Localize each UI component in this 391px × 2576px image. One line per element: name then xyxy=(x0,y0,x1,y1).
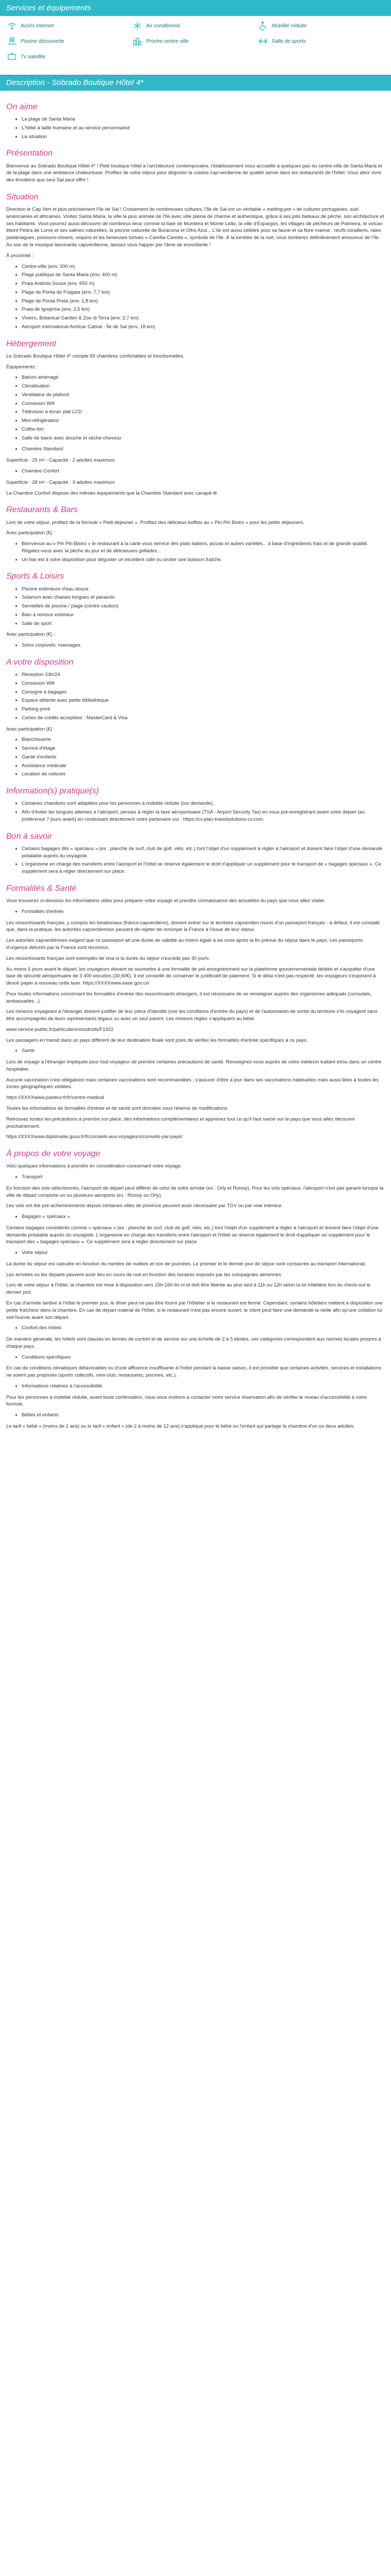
description-content xyxy=(0,91,391,1444)
paragraph: La durée du séjour est calculée en fonction du nombre de nuitées et non de journées. Le premier et le dernier jour de séjour sont consacrés au transport international. xyxy=(6,1261,366,1267)
paragraph: Toutes les informations de formalités d'entrée et de santé sont données sous réserve de modifications. xyxy=(6,1106,229,1112)
restaurants-heading: Restaurants & Bars xyxy=(6,505,78,515)
amenity-label: Proche centre ville xyxy=(146,38,189,44)
list-item: • Ventilateur de plafond xyxy=(22,392,385,399)
propos-p2 xyxy=(6,1225,385,1246)
list-item: • Plage de Ponta Preta (env. 1,8 km) xyxy=(22,298,385,305)
sports-list xyxy=(6,586,385,628)
list-item: • Connexion Wifi xyxy=(22,400,385,408)
paragraph: Lors de votre séjour à l'hôtel, la chambre est mise à disposition vers 15h-16h-Ils-ni et doit être libérée au plus tard à 11h ou 12h selon la loi hôtelière lors du check-out le dernier jour. xyxy=(6,1282,371,1296)
formalites-list2 xyxy=(6,1047,385,1055)
situation-heading: Situation xyxy=(6,192,39,201)
list-item: • La plage de Santa Maria xyxy=(22,116,385,123)
sports-paid-title: Avec participation (€) : xyxy=(6,632,55,638)
sports-paid-list xyxy=(6,642,385,649)
list-item: • Chambre Standard xyxy=(22,446,385,453)
amenity-item xyxy=(258,37,384,46)
list-item: • Informations relatives à l'accessibilité xyxy=(22,1383,385,1390)
paragraph: Au moins 5 jours avant le départ, les voyageurs doivent se soumettre à une formalité de pré-enregistrement sur la plateforme gouvernementale dédiée et s'acquitter d'une taxe de sécurité aéroportuaire de 3 400 escudos (30,60€). Il est conseillé de conserver le justificatif de paiement. Si le délai n'est pas respecté, les voyageurs s'exposent à devoir payer à nouveau cette taxe. https://XXXXwww.ease.gov.cv/ xyxy=(6,966,376,987)
list-item: • Confort des hôtels xyxy=(22,1325,385,1332)
room1-list xyxy=(6,446,385,453)
list-item: • La situation xyxy=(22,133,385,141)
paragraph: En cas de conditions climatiques défavorables ou d'une affluence insuffisante à l'hôtel pendant la basse saison, il est possible que certaines activités, services et installations ne soient pas proposés (sports collectifs, mini-club, restaurants, piscines, etc.). xyxy=(6,1365,382,1379)
wheelchair-icon xyxy=(258,21,268,30)
propos-list4 xyxy=(6,1325,385,1332)
paragraph: De manière générale, les hôtels sont classés en termes de confort et de service sur une échelle de 2 à 5 étoiles, ces catégories correspondent aux normes locales propres à chaque pays. xyxy=(6,1336,381,1349)
list-item: • Consigne à bagages xyxy=(22,689,385,696)
disposition-paid-title: Avec participation (€) : xyxy=(6,726,55,732)
disposition-heading: A votre disposition xyxy=(6,657,74,667)
list-item: • Aéroport international Amílcar Cabral - Île de Sal (env. 18 km) xyxy=(22,324,385,331)
hebergement-intro: Le Sobrado Boutique Hôtel 4* compte 55 chambres confortables et fonctionnelles. xyxy=(6,353,185,359)
propos-list7 xyxy=(6,1412,385,1419)
list-item: • Parking privé xyxy=(22,706,385,713)
propos-intro: Voici quelques informations à prendre en considération concernant votre voyage. xyxy=(6,1163,182,1170)
room1-details: Superficie : 25 m² - Capacité : 2 adultes maximum xyxy=(6,457,115,464)
restaurants-paid-title: Avec participation (€) : xyxy=(6,530,55,536)
list-item: • Cartes de crédits acceptées : MasterCard & Visa xyxy=(22,715,385,722)
room2-details: Superficie : 28 m² - Capacité : 3 adultes maximum xyxy=(6,479,115,485)
dumbbell-icon xyxy=(258,37,268,46)
propos-p6 xyxy=(6,1394,385,1409)
sports-heading: Sports & Loisirs xyxy=(6,572,64,581)
wifi-icon xyxy=(7,21,17,30)
list-item: • Réception 24h/24 xyxy=(22,671,385,679)
formalites-paragraphs2 xyxy=(6,1059,385,1141)
list-item: • Bébés et enfants xyxy=(22,1412,385,1419)
paragraph: Pour les personnes à mobilité réduite, avant toute confirmation, nous vous invitons à contacter notre service réservation afin de vérifier le niveau d'accessibilité à votre formule. xyxy=(6,1394,367,1408)
amenity-item xyxy=(133,37,258,46)
amenity-label: Salle de sports xyxy=(271,38,306,44)
paragraph: Les mineurs voyageant à l'étranger doivent justifier de leur pièce d'identité (voir les conditions d'entrée du pays) et de l'autorisation de sortie du territoire s'ils voyagent sans être accompagnés de leurs représentants légaux ou avec un seul parent. Les mineurs règles s'appliquent au bébé. xyxy=(6,1009,378,1022)
amenities-grid xyxy=(0,16,391,63)
list-item: • Espace détente avec petite bibliothèque xyxy=(22,697,385,704)
list-item: • Centre-ville (env. 200 m) xyxy=(22,263,385,270)
formalites-heading: Formalités & Santé xyxy=(6,884,77,893)
list-item: • Connexion Wifi xyxy=(22,680,385,687)
paragraph: En fonction des vols sélectionnés, l'aéroport de départ peut différer de celui de votre arrivée (ex : Orly et Roissy). Pour les vols spéciaux, l'aéroport n'est pas garanti lorsque la ville de départ comporte un ou plusieurs aéroports (ex : Roissy ou Orly). xyxy=(6,1185,384,1198)
list-item: • Service d'étage xyxy=(22,745,385,752)
list-item: • L'organisme en charge des transferts entre l'aéroport et l'hôtel se réserve également le droit d'appliquer un supplément pour le transport de « bagages spéciaux ». Ce supplément sera à régler directement sur place. xyxy=(22,861,385,875)
list-item: • Coffre-fort xyxy=(22,426,385,433)
list-item: • Climatisation xyxy=(22,383,385,390)
amenity-label: Air conditionné xyxy=(146,23,181,29)
amenity-item xyxy=(7,21,133,30)
nearby-list xyxy=(6,263,385,331)
amenity-label: Piscine découverte xyxy=(21,38,64,44)
description-title-bar: Description - Sobrado Boutique Hôtel 4* xyxy=(0,75,391,91)
onaime-list xyxy=(6,116,385,140)
list-item: • Soins corporels, massages xyxy=(22,642,385,649)
list-item: • Garde d'enfants xyxy=(22,754,385,761)
list-item: • Bagages « spéciaux » xyxy=(22,1213,385,1221)
tv-icon xyxy=(7,52,17,61)
situation-text: Direction le Cap Vert et plus précisément l'île de Sal ! Croisement de nombreuses cultures, l'île de Sal est un véritable « melting-pot » de cultures portugaises, sud-américaines et africaines. Visitez Santa Maria, la ville la plus animée de l'île avec ville pleine de charme et authentique, grâce à ses jolis bateaux de pêche, son architecture et ses habitants. Vous pourrez aussi découvrir de nombreux lieux comme la baie de Murdeira et Monte Leão, la ville d'Espargos, les villages de pêcheurs de Palmeira, le volcan éteint Pedra de Lume et ses salines naturelles, la piscine naturelle de Buracona et Olho Azul... L'île est aussi célèbre pour sa faune et sa flore marine : récifs coralliens, raies pastenagues, poissons-clowns, requins et les fameuses tortues « Caretta-Caretta », symbole de l'île. À la tombée de la nuit, vous tomberez définitivement amoureux de l'île. Au son de la musique lancinante capverdienne, laissez-vous happer par l'âme de envoûtante ! xyxy=(6,207,384,248)
list-item: • Santé xyxy=(22,1047,385,1055)
formalites-list1 xyxy=(6,908,385,916)
list-item: • Salle de sport xyxy=(22,620,385,628)
room2-list xyxy=(6,468,385,475)
list-item: • Assistance médicale xyxy=(22,762,385,770)
propos-list1 xyxy=(6,1174,385,1181)
informations-heading: Information(s) pratique(s) xyxy=(6,787,99,796)
propos-list3 xyxy=(6,1249,385,1257)
paragraph: Pour toutes informations concernant les formalités d'entrée des ressortissants étrangers, il est nécessaire de se renseigner auprès des organismes adéquats (consulats, ambassades...). xyxy=(6,991,372,1004)
paragraph: En cas d'arrivée tardive à l'hôtel le premier jour, le dîner peut ne pas être fourni par l'hôtelier si le restaurant est fermé. Cependant, certains hôteliers mettent à disposition une petite fraîcheur dans la chambre. En cas de départ matinal de l'hôtel, si le restaurant n'est pas encore ouvert, le client peut faire une demande la veille afin qu'une collation lui soit fournie avant son départ. xyxy=(6,1300,383,1320)
amenity-label: Accès Internet xyxy=(21,23,54,29)
formalites-paragraphs xyxy=(6,920,385,1044)
amenity-item xyxy=(7,52,133,61)
list-item: • Afin d'éviter les longues attentes à l'aéroport, pensez à régler la taxe aéroportuaire (TSA - Airport Security Tax) en vous pré-enregistrant avant votre départ (au préférence 7 jours avant) en conduisant directement notre partenaire sur : https://cv.plan-travelsolutions-cv.com. xyxy=(22,809,385,823)
list-item: • Formalités d'entrée xyxy=(22,908,385,916)
paragraph: Retrouvez toutes les précautions à prendre sur place, des informations complémentaires et apprenez tout ce qu'il faut savoir sur le pays que vous allez découvrir prochainement. xyxy=(6,1116,355,1129)
amenity-item xyxy=(258,21,384,30)
formalites-intro: Vous trouverez ci-dessous les informations utiles pour préparer votre voyage et prendre connaissance des actualités du pays que vous allez visiter. xyxy=(6,898,325,904)
bonsavoir-heading: Bon à savoir xyxy=(6,832,52,841)
list-item: • Certaines chambres sont adaptées pour les personnes à mobilité réduite (sur demande). xyxy=(22,800,385,807)
amenity-item xyxy=(133,21,258,30)
amenity-label: Tv satellite xyxy=(21,54,45,60)
list-item: • Plage publique de Santa Maria (env. 400 m) xyxy=(22,272,385,279)
list-item: • Télévision à écran plat LCD xyxy=(22,409,385,416)
list-item: • Chambre Confort xyxy=(22,468,385,475)
list-item: • Praia de Igrejinha (env. 2,5 km) xyxy=(22,306,385,313)
paragraph: Les ressortissants français sont exemptés de visa si la durée du séjour n'excède pas 30 jours. xyxy=(6,955,210,961)
amenity-item xyxy=(7,37,133,46)
list-item: • Balcon aménagé xyxy=(22,374,385,381)
paragraph: https://XXXXwww.diplomatie.gouv.fr/fr/conseils-aux-voyageurs/conseils-par-pays/ xyxy=(6,1134,183,1140)
pool-icon xyxy=(7,37,17,46)
restaurants-list xyxy=(6,540,385,563)
list-item: • Praia António Sousa (env. 650 m) xyxy=(22,280,385,287)
city-icon xyxy=(133,37,142,46)
hebergement-heading: Hébergement xyxy=(6,339,56,348)
list-item: • Location de voitures xyxy=(22,771,385,778)
propos-list2 xyxy=(6,1213,385,1221)
propos-heading: À propos de votre voyage xyxy=(6,1149,101,1159)
propos-p1 xyxy=(6,1185,385,1210)
list-item: • Plage de Ponta do Fragata (env. 7,7 km) xyxy=(22,289,385,296)
propos-p3 xyxy=(6,1261,385,1321)
paragraph: Les arrivées ou les départs peuvent avoir lieu en cours de nuit en fonction des horaires imposés par les compagnies aériennes. xyxy=(6,1272,283,1278)
paragraph: Les autorités capverdiennes exigent que ce passeport ait une durée de validité au moins égale à six mois après la fin prévue du séjour dans le pays. Les passeports d'urgence délivrés par la France sont reconnus. xyxy=(6,938,363,951)
paragraph: www.service-public.fr/particuliers/vosdroits/F1922 xyxy=(6,1026,114,1032)
propos-p7 xyxy=(6,1423,385,1430)
list-item: • Votre séjour xyxy=(22,1249,385,1257)
list-item: • Certains bagages dits « spéciaux » (ex : planche de surf, club de golf, vélo, etc.) font l'objet d'un supplément à régler à l'aéroport et doivent faire l'objet d'une demande préalable auprès du voyagiste. xyxy=(22,845,385,860)
propos-list5 xyxy=(6,1354,385,1361)
propos-list6 xyxy=(6,1383,385,1390)
presentation-text: Bienvenue au Sobrado Boutique Hôtel 4* ! Petit boutique hôtel à l'architecture contemporaine, l'établissement vous accueille à quelques pas du centre-ville de Santa Maria et de la plage dans une ambiance chaleureuse. Profitez de votre séjour pour déguster la cuisine cap-verdienne de qualité servie dans les restaurants de l'hôtel. Vous allez vivre des émotions que seul Sal peut offrir ! xyxy=(6,163,382,183)
list-item: • Viveiro, Botanical Garden & Zoo di Terra (env. 2,7 km) xyxy=(22,315,385,322)
equip-list xyxy=(6,374,385,442)
presentation-heading: Présentation xyxy=(6,149,53,158)
paragraph: Les vols ont été pré-acheminements depuis certaines villes de province peuvent avoir nécessaire par TGV ou par voie intérieur. xyxy=(6,1203,283,1209)
list-item: • Un bar est à votre disposition pour déguster un excellent café ou siroter une boisson fraîche. xyxy=(22,556,385,564)
amenity-label: Mobilité réduite xyxy=(271,23,307,29)
list-item: • Transport xyxy=(22,1174,385,1181)
paragraph: Le tarif « bébé » (moins de 2 ans) ou le tarif « enfant » (de 2 à moins de 12 ans) s'applique pour le bébé ou l'enfant qui partage la chambre d'un ou deux adultes. xyxy=(6,1423,355,1429)
list-item: • Mini-réfrigérateur xyxy=(22,417,385,425)
list-item: • Bienvenue au « Piri Piri Bistro » le restaurant à la carte vous service des plats italiens, pizzas et autres variétés... à base d'ingrédients frais et de grande qualité. Régalez-vous avec la pêche du jour et de délicieuses grillades... xyxy=(22,540,385,555)
paragraph: Certains bagages considérés comme « spéciaux » (ex : planche de surf, club de golf, vélo, etc.) font l'objet d'un supplément à régler à l'aéroport et doivent faire l'objet d'une demande préalable auprès du voyagiste. L'organisme en charge des transferts entre l'aéroport et l'hôtel se réserve également le droit d'appliquer un supplément pour le transport des « bagages spéciaux ». Ce supplément sera à régler directement sur place. xyxy=(6,1225,379,1245)
list-item: • Serviettes de piscine / plage (contre caution) xyxy=(22,603,385,610)
list-item: • Bain à remous extérieur xyxy=(22,612,385,619)
propos-p4 xyxy=(6,1336,385,1350)
onaime-heading: On aime xyxy=(6,103,38,111)
disposition-paid-list xyxy=(6,736,385,778)
list-item: • Conditions spécifiques xyxy=(22,1354,385,1361)
snowflake-icon xyxy=(133,21,142,30)
list-item: • Blanchisserie xyxy=(22,736,385,743)
nearby-title: À proximité : xyxy=(6,252,34,259)
propos-p5 xyxy=(6,1365,385,1379)
restaurants-intro: Lors de votre séjour, profitez de la formule « Petit déjeuner ». Profitez des délicieux buffets au « Piri Piri Bistro » pour les petits déjeuners. xyxy=(6,519,305,526)
disposition-list xyxy=(6,671,385,722)
list-item: • L'hôtel à taille humaine et au service personnalisé xyxy=(22,125,385,132)
informations-list xyxy=(6,800,385,823)
paragraph: Lors de voyage à l'étranger impliquée pour tout voyageur de prendre certaines précautions de santé. Renseignez-vous auprès de votre médecin traitant et/ou dans un centre hospitalier. xyxy=(6,1059,382,1072)
paragraph: Aucune vaccination n'est obligatoire mais certaines vaccinations sont recommandées ; s'assurer d'être à jour dans ses vaccinations habituelles mais aussi liées à toutes les zones géographiques visitées. xyxy=(6,1077,379,1090)
paragraph: https://XXXXwww.pasteur.fr/fr/centre-medical xyxy=(6,1095,104,1101)
list-item: • Piscine extérieure d'eau douce xyxy=(22,586,385,593)
room-note: La Chambre Confort dispose des mêmes équipements que la Chambre Standard avec canapé-lit. xyxy=(6,490,218,496)
services-title-bar: Services et équipements xyxy=(0,0,391,16)
bonsavoir-list xyxy=(6,845,385,875)
paragraph: Les passagers en transit dans un pays différent de leur destination finale sont priés de vérifier les formalités d'entrée spécifiques à ce pays. xyxy=(6,1037,308,1043)
paragraph: Les ressortissants français, y compris les binationaux (franco-capverdiens), doivent entrer sur le territoire capverdien munis d'un passeport français : à défaut, il est constaté que, dans la pratique, les autorités capverdiennes peuvent de rejeter de renvoyer la France à l'issue de leur séjour. xyxy=(6,920,380,933)
list-item: • Salle de bains avec douche et sèche-cheveux xyxy=(22,435,385,442)
list-item: • Solarium avec chaises longues et parasols xyxy=(22,594,385,601)
equip-title: Équipements : xyxy=(6,364,38,370)
